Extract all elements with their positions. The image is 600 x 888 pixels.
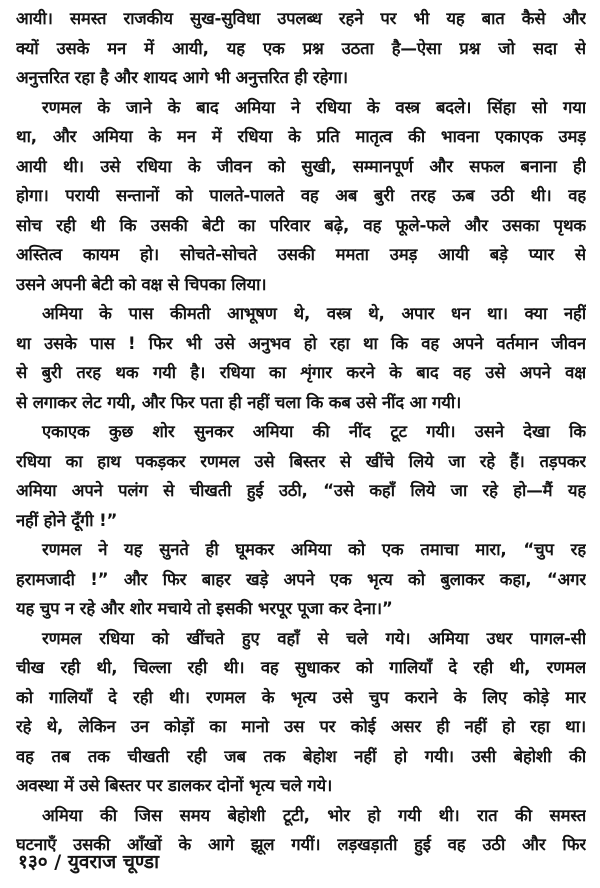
paragraph	[16, 299, 586, 417]
text-line: वह तब तक चीखती रही जब तक बेहोश नहीं हो गयी। उसी बेहोशी की	[16, 746, 586, 766]
text-line: को गालियाँ दे रही थी। रणमल के भृत्य उसे चुप कराने के लिए कोड़े मार	[16, 687, 586, 707]
paragraph	[16, 93, 586, 300]
text-line: था, और अमिया के मन में रधिया के प्रति मातृत्व की भावना एकाएक उमड़	[16, 127, 586, 146]
text-line: था उसके पास ! फिर भी उसे अनुभव हो रहा था कि वह अपने वर्तमान जीवन	[16, 333, 586, 353]
text-line: रधिया का हाथ पकड़कर रणमल उसे बिस्तर से खींचे लिये जा रहे हैं। तड़पकर	[16, 451, 586, 471]
text-line: रणमल के जाने के बाद अमिया ने रधिया के वस्त्र बदले। सिंहा सो गया	[42, 97, 586, 117]
text-line: यह चुप न रहे और शोर मचाये तो इसकी भरपूर पूजा कर देना।”	[16, 599, 393, 618]
text-line: हरामजादी !” और फिर बाहर खड़े अपने एक भृत्य को बुलाकर कहा, “अगर	[16, 569, 586, 589]
text-line: अमिया की जिस समय बेहोशी टूटी, भोर हो गयी थी। रात की समस्त	[42, 805, 586, 825]
text-line: घटनाएँ उसकी आँखों के आगे झूल गयीं। लड़खड़ाती हुई वह उठी और फिर	[16, 835, 586, 854]
text-line: चीख रही थी, चिल्ला रही थी। वह सुधाकर को गालियाँ दे रही थी, रणमल	[16, 658, 586, 677]
paragraph	[16, 624, 586, 801]
paragraph	[16, 4, 586, 93]
text-line: अस्तित्व कायम हो। सोचते-सोचते उसकी ममता उमड़ आयी बड़े प्यार से	[16, 245, 586, 264]
body-text	[16, 4, 586, 860]
text-line: अनुत्तरित रहा है और शायद आगे भी अनुत्तरित ही रहेगा।	[16, 68, 348, 87]
text-line: रणमल रधिया को खींचते हुए वहाँ से चले गये। अमिया उधर पागल-सी	[42, 628, 586, 648]
text-line: क्यों उसके मन में आयी, यह एक प्रश्न उठता है—ऐसा प्रश्न जो सदा से	[16, 38, 586, 58]
text-line: एकाएक कुछ शोर सुनकर अमिया की नींद टूट गयी। उसने देखा कि	[42, 422, 586, 441]
text-line: आयी थी। उसे रधिया के जीवन को सुखी, सम्मानपूर्ण और सफल बनाना ही	[16, 156, 586, 176]
text-line: से बुरी तरह थक गयी है। रधिया का शृंगार करने के बाद वह उसे अपने वक्ष	[16, 363, 586, 382]
text-line: रहे थे, लेकिन उन कोड़ों का मानो उस पर कोई असर ही नहीं हो रहा था।	[16, 717, 586, 736]
text-line: से लगाकर लेट गयी, और फिर पता ही नहीं चला कि कब उसे नींद आ गयी।	[16, 392, 462, 412]
footer-separator: /	[54, 851, 62, 873]
book-title: युवराज चूण्डा	[67, 851, 160, 873]
text-line: आयी। समस्त राजकीय सुख-सुविधा उपलब्ध रहने पर भी यह बात कैसे और	[16, 9, 586, 28]
text-line: अमिया अपने पलंग से चीखती हुई उठी, “उसे कहाँ लिये जा रहे हो—मैं यह	[16, 481, 586, 500]
paragraph	[16, 535, 586, 624]
text-line: अवस्था में उसे बिस्तर पर डालकर दोनों भृत्य चले गये।	[16, 776, 333, 795]
page-number: १३०	[18, 851, 48, 873]
text-line: होगा। परायी सन्तानों को पालते-पालते वह अब बुरी तरह ऊब उठी थी। वह	[16, 186, 586, 205]
text-line: रणमल ने यह सुनते ही घूमकर अमिया को एक तमाचा मारा, “चुप रह	[42, 540, 586, 559]
text-line: अमिया के पास कीमती आभूषण थे, वस्त्र थे, अपार धन था। क्या नहीं	[42, 304, 586, 323]
text-line: सोच रही थी कि उसकी बेटी का परिवार बढ़े, वह फूले-फले और उसका पृथक	[16, 215, 586, 235]
text-line: नहीं होने दूँगी !”	[16, 510, 118, 530]
text-line: उसने अपनी बेटी को वक्ष से चिपका लिया।	[16, 274, 267, 294]
paragraph	[16, 417, 586, 535]
page-footer	[18, 848, 159, 874]
